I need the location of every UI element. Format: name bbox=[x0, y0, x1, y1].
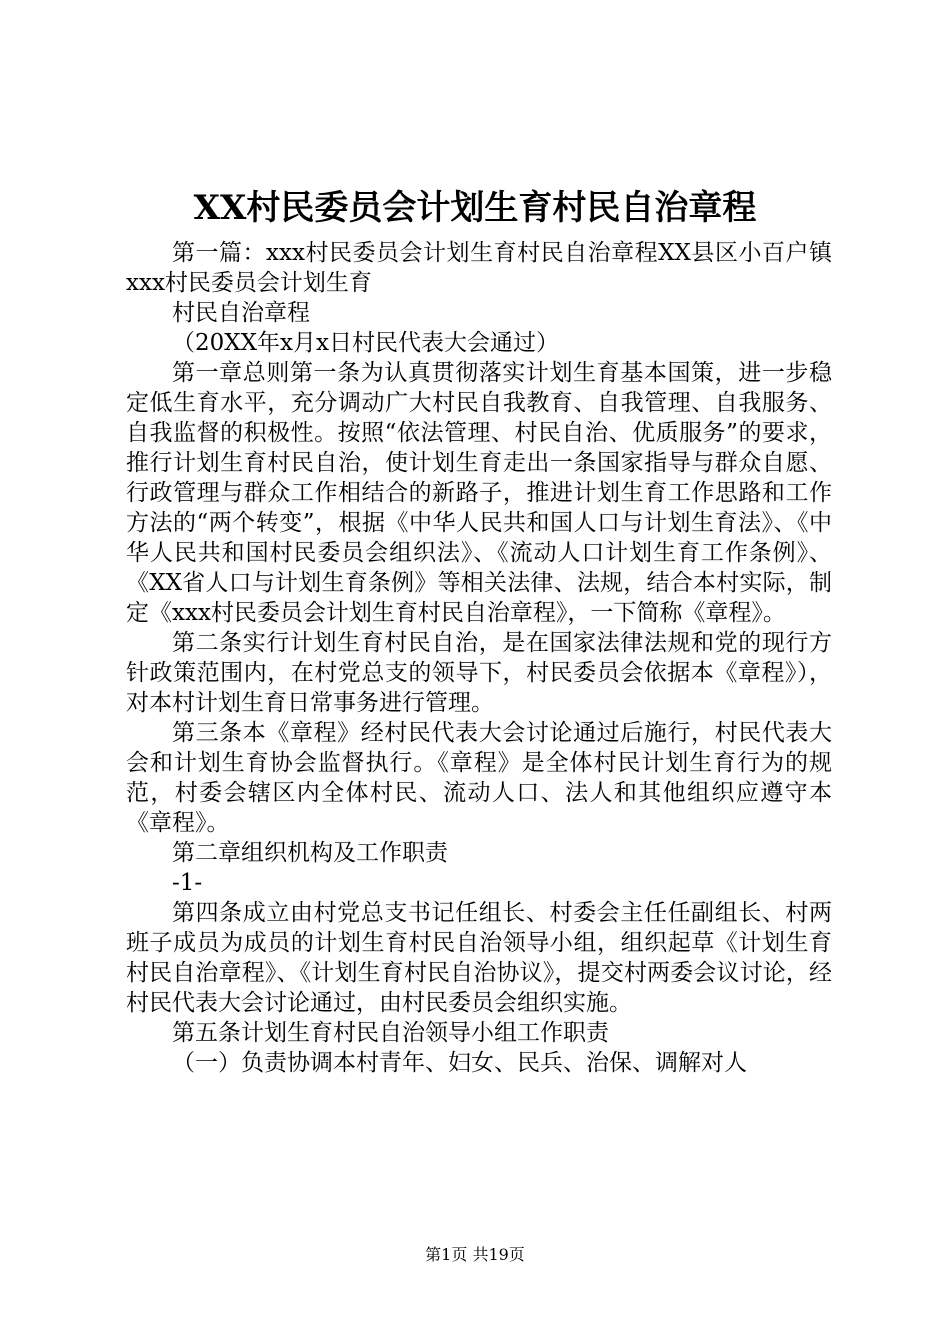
paragraph-intro: 第一篇：xxx村民委员会计划生育村民自治章程XX县区小百户镇xxx村民委员会计划生育 bbox=[126, 240, 832, 296]
paragraph-article-2: 第二条实行计划生育村民自治，是在国家法律法规和党的现行方针政策范围内，在村党总支的领导下，村民委员会依据本《章程》），对本村计划生育日常事务进行管理。 bbox=[126, 630, 832, 716]
document-title: XX村民委员会计划生育村民自治章程 bbox=[193, 188, 757, 228]
paragraph-adoption-note: （20XX年x月x日村民代表大会通过） bbox=[172, 330, 559, 356]
paragraph-chapter-2-heading: 第二章组织机构及工作职责 bbox=[172, 840, 448, 866]
paragraph-article-1: 第一章总则第一条为认真贯彻落实计划生育基本国策，进一步稳定低生育水平，充分调动广大村民自我教育、自我管理、自我服务、自我监督的积极性。按照“依法管理、村民自治、优质服务”的要求，推行计划生育村民自治，使计划生育走出一条国家指导与群众自愿、行政管理与群众工作相结合的新路子，推进计划生育工作思路和工作方法的“两个转变”，根据《中华人民共和国人口与计划生育法》、《中华人民共和国村民委员会组织法》、《流动人口计划生育工作条例》、《XX省人口与计划生育条例》等相关法律、法规，结合本村实际，制定《xxx村民委员会计划生育村民自治章程》，一下简称《章程》。 bbox=[126, 360, 832, 626]
paragraph-article-5-item-1: （一）负责协调本村青年、妇女、民兵、治保、调解对人 bbox=[172, 1050, 747, 1076]
paragraph-article-3: 第三条本《章程》经村民代表大会讨论通过后施行，村民代表大会和计划生育协会监督执行。《章程》是全体村民计划生育行为的规范，村委会辖区内全体村民、流动人口、法人和其他组织应遵守本《章程》。 bbox=[126, 720, 832, 836]
paragraph-page-marker: -1- bbox=[172, 870, 203, 896]
paragraph-article-4: 第四条成立由村党总支书记任组长、村委会主任任副组长、村两班子成员为成员的计划生育村民自治领导小组，组织起草《计划生育村民自治章程》、《计划生育村民自治协议》，提交村两委会议讨论，经村民代表大会讨论通过，由村民委员会组织实施。 bbox=[126, 900, 832, 1016]
page-number-footer: 第1页 共19页 bbox=[425, 1245, 525, 1264]
document-body bbox=[126, 238, 832, 1078]
paragraph-subtitle: 村民自治章程 bbox=[172, 300, 310, 326]
paragraph-article-5: 第五条计划生育村民自治领导小组工作职责 bbox=[172, 1020, 609, 1046]
